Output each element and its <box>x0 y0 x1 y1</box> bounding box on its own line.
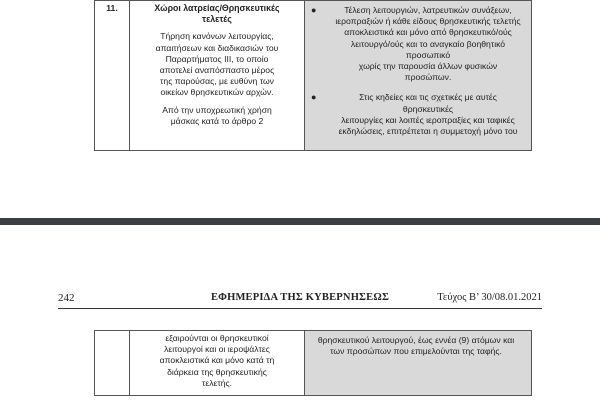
row-number: 11. <box>95 1 130 151</box>
restrictions-list <box>311 5 521 137</box>
row-number-empty <box>95 331 130 396</box>
bullet-icon: ● <box>311 5 317 15</box>
gazette-title: ΕΦΗΜΕΡΙΔΑ ΤΗΣ ΚΥΒΕΡΝΗΣΕΩΣ <box>210 292 390 303</box>
measures-table-bottom <box>94 330 532 396</box>
row-title: Χώροι λατρείας/Θρησκευτικές τελετές <box>154 3 280 25</box>
page-bottom <box>0 232 600 402</box>
rules-text: Τήρηση κανόνων λειτουργίας, απαιτήσεων και διαδικασιών του Παραρτήματος ΙΙΙ, το οποίο αποτελεί αναπόσπαστο μέρος της παρούσας, με ευθύνη των οικείων θρησκευτικών αρχών. <box>155 31 279 98</box>
exemptions-cell: εξαιρούνται οι θρησκευτικοί λειτουργοί και οι ιεροψάλτες αποκλειστικά και μόνο κατά τη διάρκεια της θρησκευτικής τελετής. <box>130 331 305 396</box>
issue-label: Τεύχος B’ 30/08.01.2021 <box>437 292 542 303</box>
page-divider <box>0 212 600 232</box>
running-head-rule <box>58 308 542 309</box>
running-head <box>58 292 542 306</box>
rules-cell <box>130 1 305 151</box>
page-number: 242 <box>58 292 75 304</box>
mask-exemption-text: Από την υποχρεωτική χρήση μάσκας κατά το άρθρο 2 <box>162 104 272 126</box>
bullet-icon: ● <box>311 92 317 103</box>
restrictions-cell <box>305 1 532 151</box>
measures-table-top <box>94 0 532 151</box>
list-item: ● Στις κηδείες και τις σχετικές με αυτές θρησκευτικές λειτουργίες και λοιπές ιεροπραξίες και ταφικές εκδηλώσεις, επιτρέπεται η συμμετοχή μόνο του <box>311 92 518 137</box>
funeral-cell: θρησκευτικού λειτουργού, έως εννέα (9) ατόμων και των προσώπων που επιμελούνται της ταφής. <box>305 331 532 396</box>
list-item: ● Τέλεση λειτουργιών, λατρευτικών συνάξεων, ιεροπραξιών ή κάθε είδους θρησκευτικής τελετής αποκλειστικά και μόνο από θρησκευτικό/ούς λειτουργό/ούς και το αναγκαίο βοηθητικό προσωπικό χωρίς την παρουσία άλλων φυσικών προσώπων. <box>311 5 521 83</box>
